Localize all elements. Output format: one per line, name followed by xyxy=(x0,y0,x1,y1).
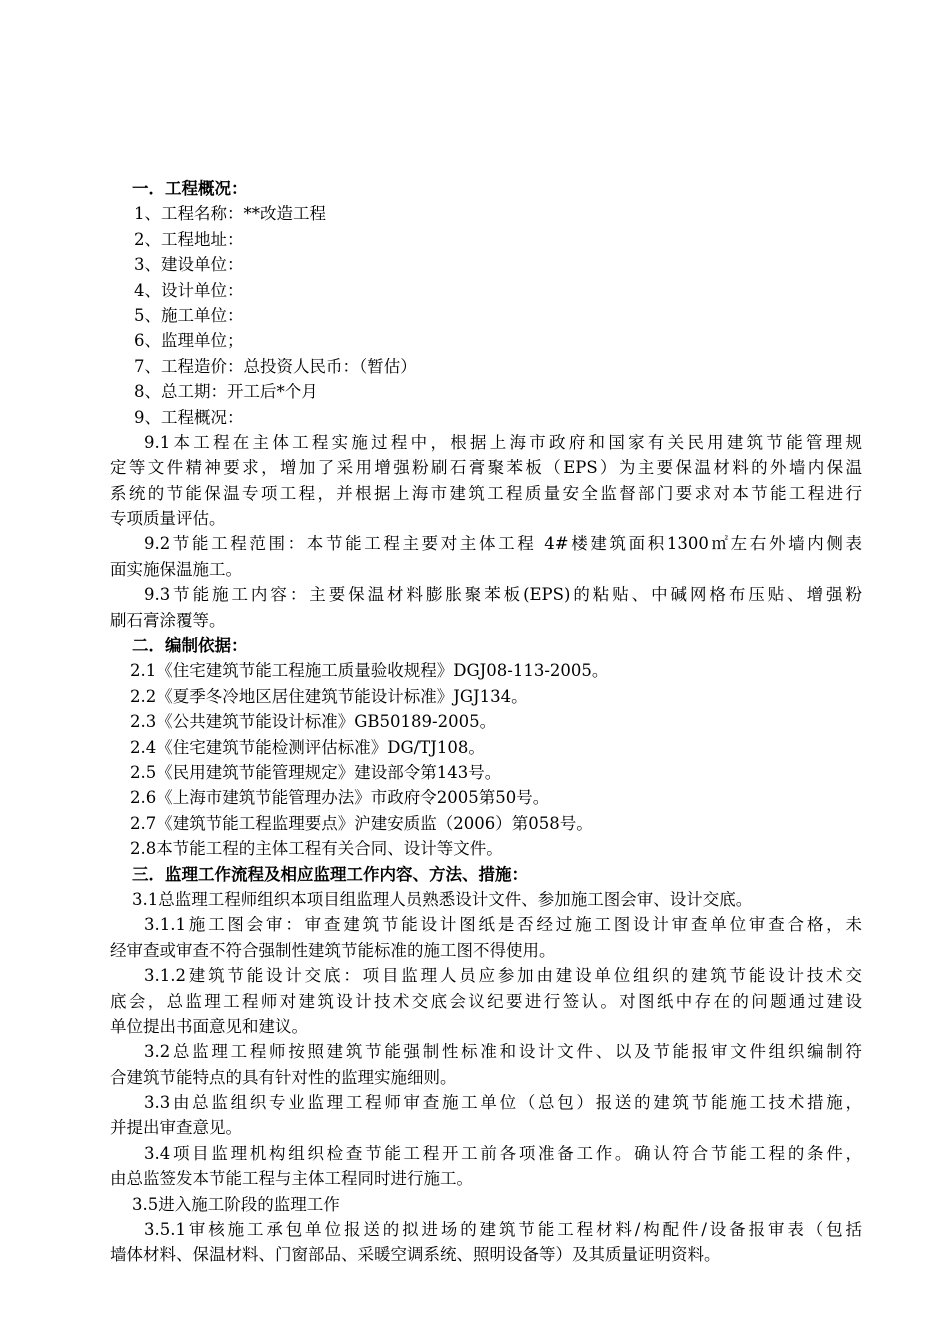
paragraph-3-1-1-line: 3.1.1施工图会审：审查建筑节能设计图纸是否经过施工图设计审查单位审查合格，未 xyxy=(144,915,862,935)
reference-item: 2.5《民用建筑节能管理规定》建设部令第143号。 xyxy=(130,762,502,782)
paragraph-3-4-line: 3.4项目监理机构组织检查节能工程开工前各项准备工作。确认符合节能工程的条件， xyxy=(144,1143,862,1163)
paragraph-3-3-line: 3.3由总监组织专业监理工程师审查施工单位（总包）报送的建筑节能施工技术措施， xyxy=(144,1093,862,1113)
document-body xyxy=(110,176,862,1268)
paragraph-3-1-1-line: 经审查或审查不符合强制性建筑节能标准的施工图不得使用。 xyxy=(110,940,556,960)
paragraph-3-1: 3.1总监理工程师组织本项目组监理人员熟悉设计文件、参加施工图会审、设计交底。 xyxy=(132,889,753,909)
paragraph-3-1-2-line: 底会，总监理工程师对建筑设计技术交底会议纪要进行签认。对图纸中存在的问题通过建设 xyxy=(110,991,862,1011)
paragraph-9-1-line: 9.1本工程在主体工程实施过程中，根据上海市政府和国家有关民用建筑节能管理规 xyxy=(144,432,862,452)
list-item: 4、设计单位： xyxy=(134,280,244,300)
reference-item: 2.1《住宅建筑节能工程施工质量验收规程》DGJ08-113-2005。 xyxy=(130,661,609,681)
paragraph-9-3-line: 9.3节能施工内容：主要保温材料膨胀聚苯板(EPS)的粘贴、中碱网格布压贴、增强粉 xyxy=(144,585,862,605)
paragraph-3-5: 3.5进入施工阶段的监理工作 xyxy=(132,1194,340,1214)
paragraph-3-2-line: 合建筑节能特点的具有针对性的监理实施细则。 xyxy=(110,1067,457,1087)
paragraph-9-1-line: 系统的节能保温专项工程，并根据上海市建筑工程质量安全监督部门要求对本节能工程进行 xyxy=(110,483,862,503)
reference-item: 2.6《上海市建筑节能管理办法》市政府令2005第50号。 xyxy=(130,788,550,808)
section-heading-basis: 二．编制依据： xyxy=(132,636,248,656)
reference-item: 2.2《夏季冬冷地区居住建筑节能设计标准》JGJ134。 xyxy=(130,686,528,706)
list-item: 8、总工期：开工后*个月 xyxy=(134,382,318,402)
paragraph-3-5-1-line: 墙体材料、保温材料、门窗部品、采暖空调系统、照明设备等）及其质量证明资料。 xyxy=(110,1245,721,1265)
paragraph-3-2-line: 3.2总监理工程师按照建筑节能强制性标准和设计文件、以及节能报审文件组织编制符 xyxy=(144,1042,862,1062)
paragraph-3-3-line: 并提出审查意见。 xyxy=(110,1118,242,1138)
list-item: 2、工程地址： xyxy=(134,229,244,249)
paragraph-9-2-line: 面实施保温施工。 xyxy=(110,559,242,579)
paragraph-9-1-line: 专项质量评估。 xyxy=(110,509,226,529)
section-heading-supervision: 三．监理工作流程及相应监理工作内容、方法、措施： xyxy=(132,864,528,884)
list-item: 7、工程造价：总投资人民币：（暂估） xyxy=(134,356,417,376)
list-item: 6、监理单位； xyxy=(134,331,244,351)
paragraph-9-1-line: 定等文件精神要求，增加了采用增强粉刷石膏聚苯板（EPS）为主要保温材料的外墙内保温 xyxy=(110,458,862,478)
paragraph-3-1-2-line: 单位提出书面意见和建议。 xyxy=(110,1016,308,1036)
paragraph-3-4-line: 由总监签发本节能工程与主体工程同时进行施工。 xyxy=(110,1169,473,1189)
paragraph-9-3-line: 刷石膏涂覆等。 xyxy=(110,610,226,630)
reference-item: 2.4《住宅建筑节能检测评估标准》DG/TJ108。 xyxy=(130,737,485,757)
paragraph-3-1-2-line: 3.1.2建筑节能设计交底：项目监理人员应参加由建设单位组织的建筑节能设计技术交 xyxy=(144,966,862,986)
list-item: 5、施工单位： xyxy=(134,305,244,325)
section-heading-overview: 一．工程概况： xyxy=(132,179,248,198)
paragraph-3-5-1-line: 3.5.1审核施工承包单位报送的拟进场的建筑节能工程材料/构配件/设备报审表（包括 xyxy=(144,1220,862,1240)
reference-item: 2.8本节能工程的主体工程有关合同、设计等文件。 xyxy=(130,839,503,859)
list-item: 9、工程概况： xyxy=(134,407,244,427)
reference-item: 2.7《建筑节能工程监理要点》沪建安质监（2006）第058号。 xyxy=(130,813,593,833)
reference-item: 2.3《公共建筑节能设计标准》GB50189-2005。 xyxy=(130,712,497,732)
list-item: 1、工程名称：**改造工程 xyxy=(134,204,326,224)
paragraph-9-2-line: 9.2节能工程范围：本节能工程主要对主体工程 4#楼建筑面积1300㎡左右外墙内侧表 xyxy=(144,534,862,554)
list-item: 3、建设单位： xyxy=(134,255,244,275)
